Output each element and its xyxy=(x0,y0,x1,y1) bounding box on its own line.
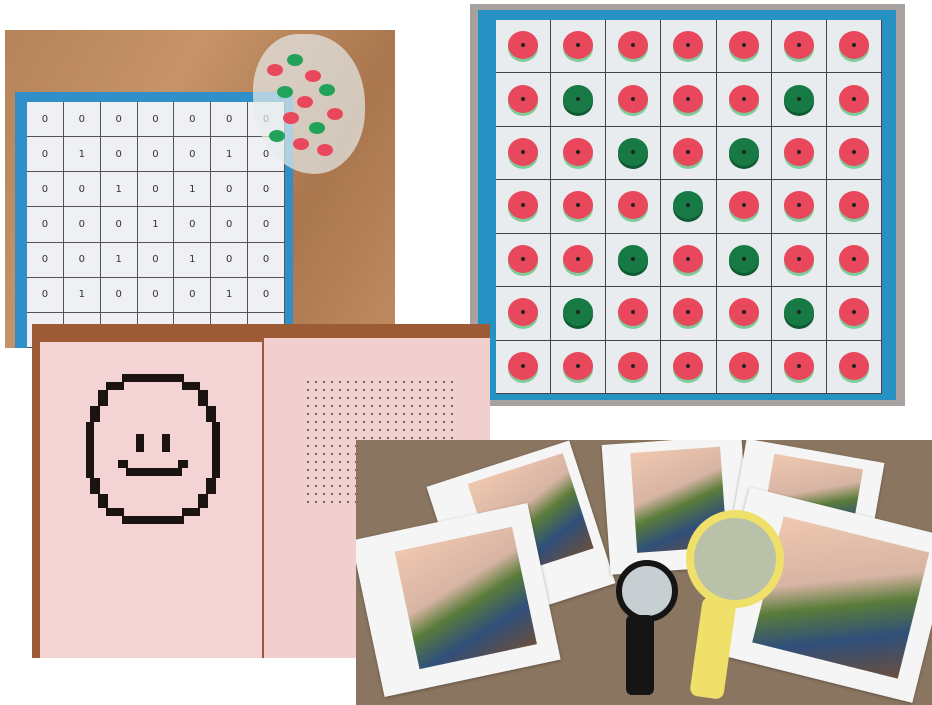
red-chip xyxy=(563,245,593,273)
red-chip xyxy=(729,31,759,59)
red-chip xyxy=(563,31,593,59)
grid-cell: 0 xyxy=(101,137,138,172)
magnifier-handle xyxy=(626,615,654,695)
green-chip xyxy=(563,85,593,113)
grid-cell: 1 xyxy=(101,243,138,278)
grid-cell xyxy=(551,287,606,340)
red-chip xyxy=(839,245,869,273)
grid-cell xyxy=(551,73,606,126)
grid-cell: 0 xyxy=(174,278,211,313)
grid-cell xyxy=(772,127,827,180)
red-chip xyxy=(729,85,759,113)
grid-cell: 0 xyxy=(27,172,64,207)
grid-cell: 1 xyxy=(211,278,248,313)
chip-grid xyxy=(496,20,882,394)
grid-cell xyxy=(772,341,827,394)
red-chip xyxy=(673,245,703,273)
red-chip xyxy=(784,31,814,59)
red-chip xyxy=(784,245,814,273)
grid-cell: 0 xyxy=(64,243,101,278)
red-chip xyxy=(508,138,538,166)
grid-cell: 0 xyxy=(101,207,138,242)
binary-grid-photo xyxy=(5,30,395,348)
grid-cell: 1 xyxy=(64,137,101,172)
grid-cell: 0 xyxy=(174,102,211,137)
grid-cell xyxy=(551,234,606,287)
red-chip xyxy=(563,191,593,219)
red-chip xyxy=(673,31,703,59)
red-chip xyxy=(673,298,703,326)
magnifier-handle xyxy=(689,596,737,700)
grid-cell: 0 xyxy=(174,207,211,242)
printed-photo xyxy=(356,503,561,697)
grid-cell xyxy=(496,73,551,126)
grid-cell: 0 xyxy=(27,207,64,242)
grid-cell xyxy=(551,127,606,180)
grid-cell xyxy=(827,341,882,394)
grid-cell: 0 xyxy=(211,207,248,242)
grid-cell: 0 xyxy=(27,137,64,172)
grid-cell: 0 xyxy=(248,207,285,242)
grid-cell: 1 xyxy=(138,207,175,242)
grid-cell xyxy=(496,287,551,340)
binary-grid xyxy=(27,102,285,348)
chip-board-photo xyxy=(470,4,905,406)
grid-cell: 1 xyxy=(64,278,101,313)
grid-cell xyxy=(827,287,882,340)
grid-cell xyxy=(772,287,827,340)
green-chip xyxy=(618,245,648,273)
red-chip xyxy=(784,138,814,166)
red-chip xyxy=(508,352,538,380)
green-chip xyxy=(784,298,814,326)
red-chip xyxy=(839,138,869,166)
red-chip xyxy=(839,85,869,113)
green-chip xyxy=(563,298,593,326)
grid-cell xyxy=(827,234,882,287)
grid-cell: 1 xyxy=(101,172,138,207)
grid-cell xyxy=(717,20,772,73)
grid-cell: 0 xyxy=(138,278,175,313)
red-chip xyxy=(673,352,703,380)
red-chip xyxy=(839,352,869,380)
grid-cell xyxy=(661,180,716,233)
red-chip xyxy=(508,85,538,113)
red-chip xyxy=(784,191,814,219)
green-chip xyxy=(618,138,648,166)
red-chip xyxy=(618,191,648,219)
grid-cell xyxy=(661,234,716,287)
smiley-drawing xyxy=(40,342,262,658)
red-chip xyxy=(508,298,538,326)
grid-cell xyxy=(717,341,772,394)
blue-board xyxy=(478,10,896,400)
red-chip xyxy=(618,298,648,326)
grid-cell xyxy=(551,341,606,394)
red-chip xyxy=(839,31,869,59)
grid-cell xyxy=(496,234,551,287)
grid-cell: 0 xyxy=(174,137,211,172)
grid-cell xyxy=(606,341,661,394)
grid-cell: 0 xyxy=(211,102,248,137)
blue-board xyxy=(15,92,293,348)
red-chip xyxy=(784,352,814,380)
grid-cell: 0 xyxy=(64,102,101,137)
grid-cell xyxy=(661,287,716,340)
grid-cell: 1 xyxy=(211,137,248,172)
red-chip xyxy=(563,352,593,380)
green-chip xyxy=(729,245,759,273)
grid-cell: 0 xyxy=(27,278,64,313)
red-chip xyxy=(563,138,593,166)
grid-cell xyxy=(606,234,661,287)
red-chip xyxy=(839,191,869,219)
smiley-sheet xyxy=(40,342,262,658)
grid-cell: 0 xyxy=(138,172,175,207)
red-chip xyxy=(729,298,759,326)
grid-cell xyxy=(496,127,551,180)
red-chip xyxy=(618,85,648,113)
grid-cell: 0 xyxy=(248,137,285,172)
grid-cell: 0 xyxy=(138,137,175,172)
grid-cell: 0 xyxy=(138,102,175,137)
grid-cell xyxy=(496,180,551,233)
red-chip xyxy=(673,138,703,166)
red-chip xyxy=(673,85,703,113)
grid-cell: 0 xyxy=(248,172,285,207)
grid-cell xyxy=(772,234,827,287)
grid-cell xyxy=(606,180,661,233)
red-chip xyxy=(729,352,759,380)
grid-cell xyxy=(551,20,606,73)
grid-cell: 0 xyxy=(211,243,248,278)
grid-cell xyxy=(717,127,772,180)
grid-cell: 0 xyxy=(27,102,64,137)
grid-cell xyxy=(772,180,827,233)
green-chip xyxy=(729,138,759,166)
grid-cell xyxy=(827,180,882,233)
grid-cell xyxy=(717,180,772,233)
red-chip xyxy=(729,191,759,219)
grid-cell: 0 xyxy=(248,278,285,313)
grid-cell xyxy=(496,341,551,394)
red-chip xyxy=(618,31,648,59)
grid-cell xyxy=(496,20,551,73)
grid-cell xyxy=(827,73,882,126)
grid-cell xyxy=(772,73,827,126)
red-chip xyxy=(508,245,538,273)
grid-cell xyxy=(606,287,661,340)
grid-cell: 0 xyxy=(248,243,285,278)
green-chip xyxy=(673,191,703,219)
grid-cell: 0 xyxy=(101,278,138,313)
magnifier-icon xyxy=(616,560,678,622)
grid-cell xyxy=(606,73,661,126)
grid-cell xyxy=(827,127,882,180)
magnifier-icon xyxy=(686,510,784,608)
red-chip xyxy=(508,31,538,59)
green-chip xyxy=(784,85,814,113)
grid-cell: 0 xyxy=(64,172,101,207)
grid-cell: 0 xyxy=(64,207,101,242)
red-chip xyxy=(618,352,648,380)
grid-cell: 0 xyxy=(27,243,64,278)
grid-cell: 1 xyxy=(174,172,211,207)
grid-cell xyxy=(661,20,716,73)
grid-cell xyxy=(661,127,716,180)
grid-cell xyxy=(717,234,772,287)
grid-cell: 0 xyxy=(211,172,248,207)
grid-cell xyxy=(661,341,716,394)
grid-cell: 0 xyxy=(138,243,175,278)
red-chip xyxy=(839,298,869,326)
grid-cell xyxy=(827,20,882,73)
grid-cell xyxy=(717,287,772,340)
grid-cell xyxy=(772,20,827,73)
red-chip xyxy=(508,191,538,219)
grid-cell: 1 xyxy=(174,243,211,278)
grid-cell xyxy=(551,180,606,233)
grid-cell xyxy=(717,73,772,126)
grid-cell xyxy=(661,73,716,126)
magnifier-photos-photo xyxy=(356,440,932,705)
grid-cell: 0 xyxy=(101,102,138,137)
grid-cell xyxy=(606,127,661,180)
grid-cell xyxy=(606,20,661,73)
